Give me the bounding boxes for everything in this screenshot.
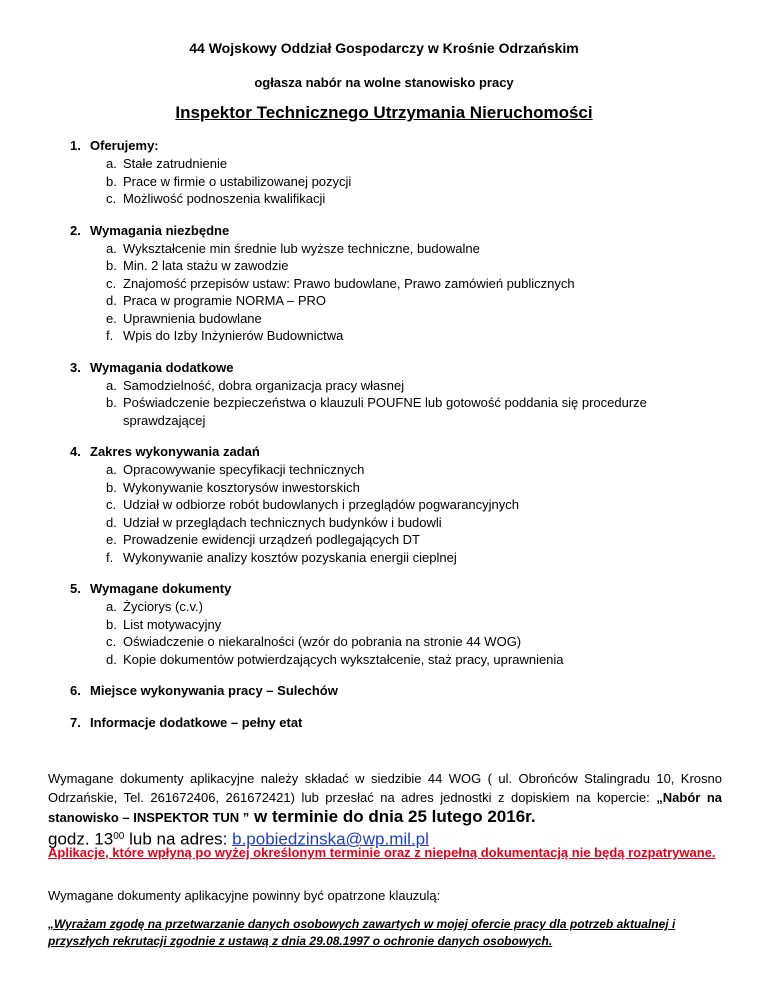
item-letter: f. — [106, 328, 114, 343]
item-letter: a. — [106, 240, 117, 256]
section-title: Oferujemy: — [90, 138, 159, 153]
item-letter: d. — [106, 293, 117, 308]
section-heading — [70, 222, 730, 240]
list-item — [70, 633, 730, 651]
item-letter: c. — [106, 275, 117, 291]
list-item — [70, 275, 730, 293]
consent-clause — [48, 916, 722, 950]
list-item — [70, 310, 730, 328]
list-item — [70, 327, 730, 345]
item-text: Praca w programie NORMA – PRO — [123, 293, 327, 308]
item-text: Wykonywanie kosztorysów inwestorskich — [123, 479, 360, 495]
item-text: Poświadczenie bezpieczeństwa o klauzuli POUFNE lub gotowość poddania się procedurze sprawdzającej — [123, 395, 647, 428]
list-item — [70, 394, 730, 429]
consent-clause-end: o ochronie danych osobowych. — [369, 934, 553, 948]
section-heading — [70, 137, 730, 155]
section-heading — [70, 580, 730, 598]
announcement-subtitle: ogłasza nabór na wolne stanowisko pracy — [254, 75, 514, 90]
list-item — [70, 461, 730, 479]
item-text: Wykształcenie min średnie lub wyższe techniczne, budowalne — [123, 240, 480, 256]
list-item — [70, 531, 730, 549]
section-items — [70, 155, 730, 208]
section-3 — [70, 359, 730, 430]
position-title — [0, 103, 768, 123]
list-item — [70, 173, 730, 191]
list-item — [70, 616, 730, 634]
list-item — [70, 514, 730, 532]
list-item — [70, 549, 730, 567]
item-text: Stałe zatrudnienie — [123, 156, 228, 171]
item-letter: b. — [106, 173, 117, 189]
section-7 — [70, 714, 730, 732]
item-text: Prace w firmie o ustabilizowanej pozycji — [123, 173, 352, 189]
list-item — [70, 257, 730, 275]
section-2 — [70, 222, 730, 345]
item-text: Min. 2 lata stażu w zawodzie — [123, 258, 289, 273]
section-4 — [70, 443, 730, 566]
section-items — [70, 598, 730, 668]
section-6 — [70, 682, 730, 700]
item-text: Wykonywanie analizy kosztów pozyskania energii cieplnej — [123, 549, 457, 565]
item-text: Znajomość przepisów ustaw: Prawo budowlane, Prawo zamówień publicznych — [123, 275, 575, 291]
item-letter: c. — [106, 191, 117, 206]
item-text: Udział w przeglądach technicznych budynków i budowli — [123, 514, 442, 530]
item-letter: e. — [106, 310, 117, 326]
section-title: Zakres wykonywania zadań — [90, 444, 260, 459]
list-item — [70, 479, 730, 497]
item-text: Samodzielność, dobra organizacja pracy własnej — [123, 377, 405, 393]
item-letter: b. — [106, 616, 117, 632]
email-lead: lub na adres: — [124, 829, 233, 849]
section-title: Wymagania dodatkowe — [90, 359, 234, 375]
deadline-hour: godz. 13 — [48, 829, 114, 849]
item-letter: c. — [106, 634, 117, 649]
list-item — [70, 292, 730, 310]
item-text: Życiorys (c.v.) — [123, 599, 203, 614]
list-item — [70, 496, 730, 514]
consent-clause-text: „Wyrażam zgodę na przetwarzanie danych osobowych zawartych w mojej ofercie pracy dla potrzeb aktualnej i przyszłych rekrutacji zgodnie z ustawą z dnia 29.08.1997 — [48, 917, 676, 948]
section-title: Informacje dodatkowe – pełny etat — [90, 715, 303, 730]
item-letter: b. — [106, 258, 117, 273]
item-letter: b. — [106, 479, 117, 495]
deadline-minutes: 00 — [113, 831, 125, 842]
list-item — [70, 651, 730, 669]
section-5 — [70, 580, 730, 668]
section-heading — [70, 682, 730, 700]
envelope-note: „Nabór na stanowisko – INSPEKTOR TUN ” — [48, 790, 722, 825]
section-items — [70, 461, 730, 566]
section-heading — [70, 714, 730, 732]
item-letter: a. — [106, 156, 117, 171]
section-number: 3. — [70, 359, 81, 375]
item-text: Prowadzenie ewidencji urządzeń podlegających DT — [123, 532, 421, 547]
deadline-date: do dnia 25 lutego 2016r — [338, 807, 531, 826]
section-number: 2. — [70, 222, 81, 238]
list-item — [70, 598, 730, 616]
section-title: Wymagane dokumenty — [90, 581, 232, 596]
sections-list — [70, 137, 730, 746]
section-items — [70, 377, 730, 430]
deadline-lead: w terminie — [249, 807, 339, 826]
item-text: Wpis do Izby Inżynierów Budownictwa — [123, 328, 344, 343]
item-text: Udział w odbiorze robót budowlanych i przeglądów pogwarancyjnych — [123, 497, 519, 512]
deadline-period: . — [530, 807, 536, 826]
item-text: Kopie dokumentów potwierdzających wykształcenie, staż pracy, uprawnienia — [123, 651, 564, 667]
application-instructions — [48, 769, 722, 849]
item-text: List motywacyjny — [123, 616, 222, 632]
item-letter: d. — [106, 514, 117, 530]
email-link[interactable]: b.pobiedzinska@wp.mil.pl — [232, 829, 429, 849]
section-heading — [70, 359, 730, 377]
item-letter: a. — [106, 462, 117, 477]
item-letter: c. — [106, 497, 117, 512]
item-letter: d. — [106, 651, 117, 667]
list-item — [70, 190, 730, 208]
item-letter: b. — [106, 395, 117, 410]
item-letter: f. — [106, 549, 114, 565]
section-number: 6. — [70, 683, 81, 698]
position-title-text: Inspektor Technicznego Utrzymania Nieruchomości — [175, 103, 593, 122]
organization-title: 44 Wojskowy Oddział Gospodarczy w Krośnie Odrzańskim — [189, 40, 579, 56]
section-number: 4. — [70, 444, 81, 459]
item-letter: a. — [106, 599, 117, 614]
section-title: Wymagania niezbędne — [90, 222, 230, 238]
section-number: 7. — [70, 715, 81, 730]
section-items — [70, 240, 730, 345]
item-letter: e. — [106, 532, 117, 547]
list-item — [70, 377, 730, 395]
section-number: 5. — [70, 581, 81, 596]
section-number: 1. — [70, 138, 81, 153]
instructions-text: Wymagane dokumenty aplikacyjne należy składać w siedzibie 44 WOG ( ul. Obrońców Stalingradu 10, Krosno Odrzańskie, Tel. 261672406, 261672421) lub przesłać na adres jednostki z dopiskiem na kopercie: — [48, 771, 722, 805]
late-application-warning: Aplikacje, które wpłyną po wyżej określonym terminie oraz z niepełną dokumentacją nie będą rozpatrywane. — [48, 845, 716, 860]
section-heading — [70, 443, 730, 461]
list-item — [70, 155, 730, 173]
item-letter: a. — [106, 377, 117, 393]
item-text: Uprawnienia budowlane — [123, 310, 262, 326]
section-1 — [70, 137, 730, 208]
item-text: Możliwość podnoszenia kwalifikacji — [123, 191, 326, 206]
clause-intro: Wymagane dokumenty aplikacyjne powinny być opatrzone klauzulą: — [48, 888, 441, 903]
item-text: Opracowywanie specyfikacji technicznych — [123, 462, 365, 477]
section-title: Miejsce wykonywania pracy – Sulechów — [90, 683, 338, 698]
item-text: Oświadczenie o niekaralności (wzór do pobrania na stronie 44 WOG) — [123, 634, 522, 649]
list-item — [70, 240, 730, 258]
